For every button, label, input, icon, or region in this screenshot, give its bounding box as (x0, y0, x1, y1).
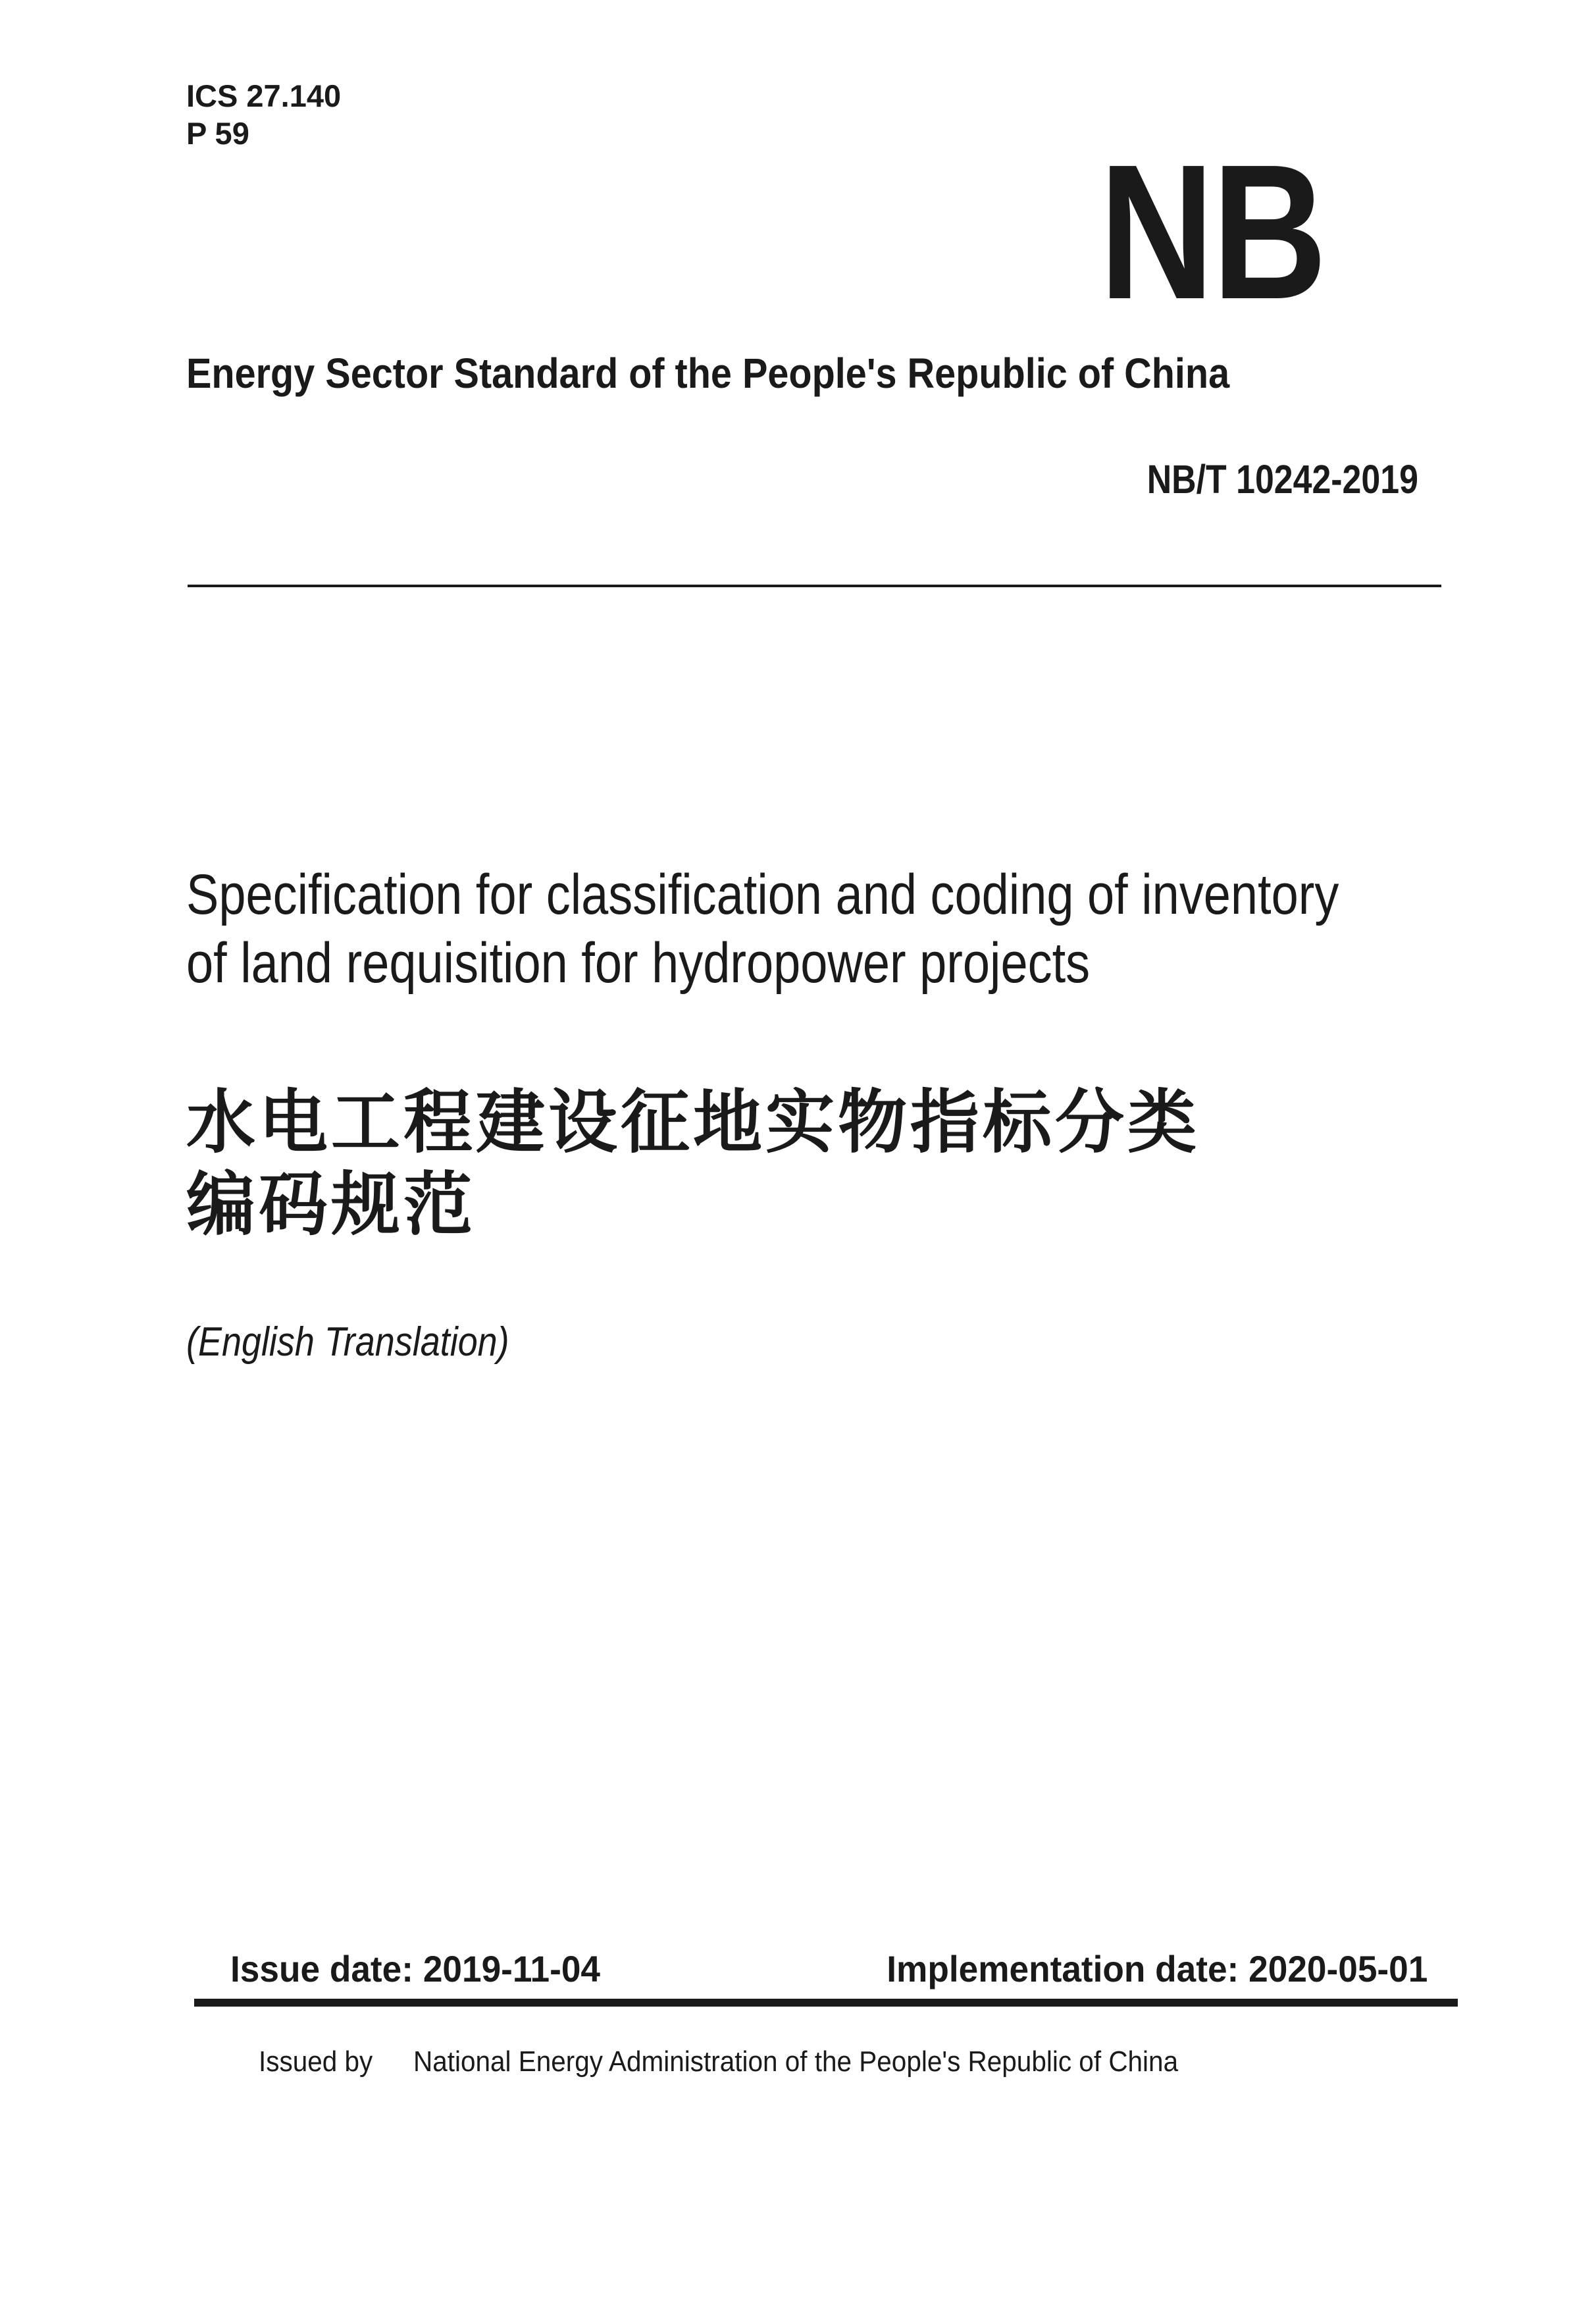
ics-code: ICS 27.140 (186, 78, 342, 113)
title-english-line-2: of land requisition for hydropower projects (186, 932, 1091, 995)
title-chinese-line-2: 编码规范 (186, 1167, 476, 1244)
nb-logo (1099, 124, 1371, 339)
title-english (186, 860, 1526, 997)
issue-date (230, 1948, 620, 1989)
nb-logo-text: NB (1099, 124, 1325, 339)
issue-date-value: 2019-11-04 (423, 1948, 601, 1989)
translation-note: (English Translation) (186, 1319, 509, 1365)
footer-rule (194, 1999, 1458, 2007)
issued-by-label: Issued by (259, 2045, 373, 2078)
implementation-date-label: Implementation date: (886, 1948, 1239, 1989)
standard-type-heading: Energy Sector Standard of the People's Republic of China (186, 350, 1230, 397)
title-chinese-line-1: 水电工程建设征地实物指标分类 (186, 1084, 1200, 1161)
issue-date-label: Issue date: (230, 1948, 413, 1989)
header-rule (188, 585, 1441, 587)
implementation-date-value: 2020-05-01 (1248, 1948, 1428, 1989)
standard-number: NB/T 10242-2019 (1146, 457, 1418, 502)
issuer-name: National Energy Administration of the People's Republic of China (413, 2045, 1179, 2078)
title-chinese (186, 1082, 1200, 1246)
implementation-date (858, 1948, 1428, 1989)
title-english-line-1: Specification for classification and coding of inventory (186, 863, 1339, 926)
ics-block (186, 77, 341, 152)
doc-classification-code: P 59 (186, 116, 249, 151)
